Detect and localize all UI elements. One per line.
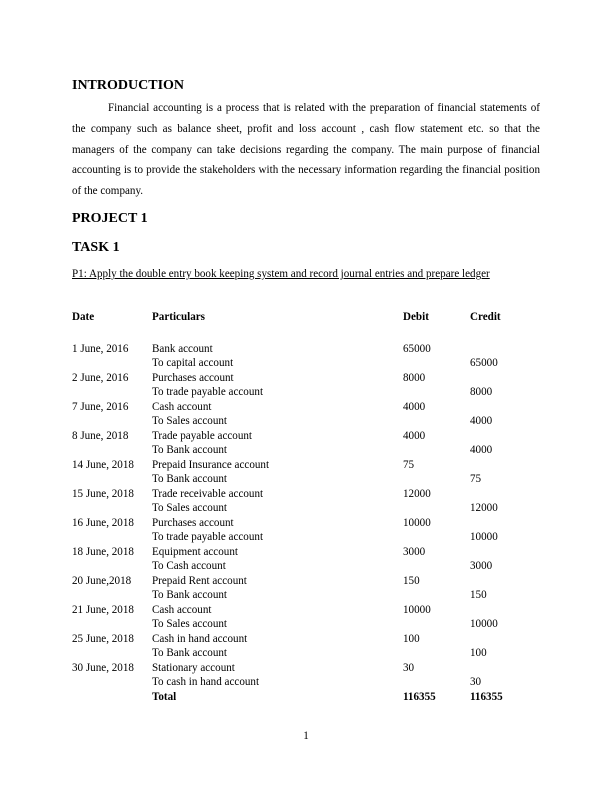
cell-credit [470,371,542,386]
cell-debit [403,356,470,371]
cell-credit [470,342,542,357]
page-number: 1 [303,730,309,742]
total-debit: 116355 [403,690,436,703]
cell-credit [470,574,542,589]
table-row [72,516,542,531]
cell-date [72,617,152,632]
cell-debit [403,443,470,458]
cell-credit [470,516,542,531]
cell-particulars: Cash in hand account [152,632,248,645]
table-row [72,342,542,357]
cell-date [72,559,152,574]
cell-date: 7 June, 2016 [72,400,129,413]
cell-credit: 65000 [470,357,498,369]
cell-debit [403,501,470,516]
table-row [72,472,542,487]
table-row [72,443,542,458]
cell-date [72,356,152,371]
cell-credit: 8000 [470,386,493,398]
cell-date: 1 June, 2016 [72,342,129,355]
cell-particulars: Trade receivable account [152,487,264,500]
cell-credit: 100 [470,647,487,659]
cell-date [72,530,152,545]
table-row [72,487,542,502]
cell-particulars: Stationary account [152,661,235,674]
cell-particulars: Purchases account [152,371,234,384]
table-row [72,603,542,618]
cell-particulars: To trade payable account [152,386,264,398]
cell-credit: 75 [470,473,482,485]
cell-date: 18 June, 2018 [72,545,134,558]
table-row [72,661,542,676]
cell-date: 21 June, 2018 [72,603,134,616]
table-row [72,429,542,444]
cell-particulars: To Bank account [152,589,228,601]
cell-debit: 150 [403,574,420,587]
cell-credit [470,632,542,647]
cell-particulars: To trade payable account [152,531,264,543]
table-row [72,632,542,647]
cell-debit: 10000 [403,516,431,529]
cell-date: 15 June, 2018 [72,487,134,500]
cell-date: 16 June, 2018 [72,516,134,529]
cell-credit [470,545,542,560]
cell-debit [403,675,470,690]
cell-date [72,501,152,516]
table-row [72,414,542,429]
cell-debit: 3000 [403,545,426,558]
header-debit: Debit [403,311,429,323]
cell-credit: 4000 [470,444,493,456]
cell-debit [403,414,470,429]
cell-debit: 8000 [403,371,426,384]
cell-particulars: Trade payable account [152,429,253,442]
cell-particulars: Prepaid Rent account [152,574,247,587]
cell-particulars: Bank account [152,342,213,355]
cell-debit [403,617,470,632]
journal-header-row [72,310,542,327]
table-row [72,617,542,632]
cell-debit: 30 [403,661,415,674]
cell-debit [403,588,470,603]
table-row [72,675,542,690]
introduction-paragraph: Financial accounting is a process that is related with the preparation of financial statements of the company such as balance sheet, profit and loss account , cash flow statement etc. so that the managers of the company can take decisions regarding the company. The main purpose of financial accounting is to provide the stakeholders with the necessary information regarding the financial position of the company. [72,102,540,198]
cell-date [72,646,152,661]
header-spacer [72,327,542,342]
cell-date: 14 June, 2018 [72,458,134,471]
cell-particulars: Prepaid Insurance account [152,458,270,471]
cell-date [72,472,152,487]
table-row [72,371,542,386]
cell-debit: 4000 [403,400,426,413]
cell-date [72,385,152,400]
cell-credit: 4000 [470,415,493,427]
table-row [72,385,542,400]
cell-credit [470,661,542,676]
cell-credit [470,603,542,618]
cell-credit [470,487,542,502]
cell-debit [403,646,470,661]
cell-credit [470,458,542,473]
cell-date [72,414,152,429]
cell-credit: 12000 [470,502,498,514]
total-credit: 116355 [470,690,503,703]
cell-particulars: To Bank account [152,647,228,659]
cell-date: 2 June, 2016 [72,371,129,384]
cell-credit: 10000 [470,618,498,630]
cell-date: 25 June, 2018 [72,632,134,645]
cell-debit [403,385,470,400]
cell-particulars: To Bank account [152,473,228,485]
cell-date: 30 June, 2018 [72,661,134,674]
project-heading: PROJECT 1 [72,211,148,226]
cell-date: 20 June,2018 [72,574,132,587]
cell-debit: 10000 [403,603,431,616]
cell-credit: 3000 [470,560,493,572]
cell-particulars: To cash in hand account [152,676,260,688]
cell-date: 8 June, 2018 [72,429,129,442]
header-particulars: Particulars [152,311,205,323]
table-row [72,530,542,545]
cell-particulars: Cash account [152,400,212,413]
table-row [72,646,542,661]
cell-date [72,443,152,458]
cell-particulars: To Sales account [152,415,228,427]
cell-date [72,588,152,603]
table-row [72,574,542,589]
cell-debit: 65000 [403,342,431,355]
total-label: Total [152,690,177,703]
cell-particulars: To Cash account [152,560,226,572]
cell-debit: 12000 [403,487,431,500]
table-row [72,559,542,574]
cell-particulars: Purchases account [152,516,234,529]
table-row [72,458,542,473]
header-date: Date [72,311,95,323]
cell-date [72,675,152,690]
total-row [72,690,542,705]
cell-particulars: To Bank account [152,444,228,456]
table-row [72,356,542,371]
table-row [72,545,542,560]
cell-credit: 30 [470,676,482,688]
task-description: P1: Apply the double entry book keeping system and record journal entries and prepare ledger [72,268,490,280]
cell-date [72,690,152,705]
cell-particulars: To Sales account [152,502,228,514]
cell-debit: 4000 [403,429,426,442]
journal-table [72,310,542,704]
cell-debit: 100 [403,632,420,645]
cell-particulars: To capital account [152,357,234,369]
cell-debit [403,472,470,487]
cell-particulars: Equipment account [152,545,238,558]
cell-debit [403,530,470,545]
introduction-heading: INTRODUCTION [72,78,185,93]
cell-particulars: Cash account [152,603,212,616]
table-row [72,501,542,516]
cell-credit: 150 [470,589,487,601]
cell-debit [403,559,470,574]
cell-debit: 75 [403,458,415,471]
cell-credit [470,429,542,444]
task-heading: TASK 1 [72,240,120,255]
cell-credit [470,400,542,415]
header-credit: Credit [470,311,501,323]
cell-credit: 10000 [470,531,498,543]
table-row [72,400,542,415]
table-row [72,588,542,603]
cell-particulars: To Sales account [152,618,228,630]
